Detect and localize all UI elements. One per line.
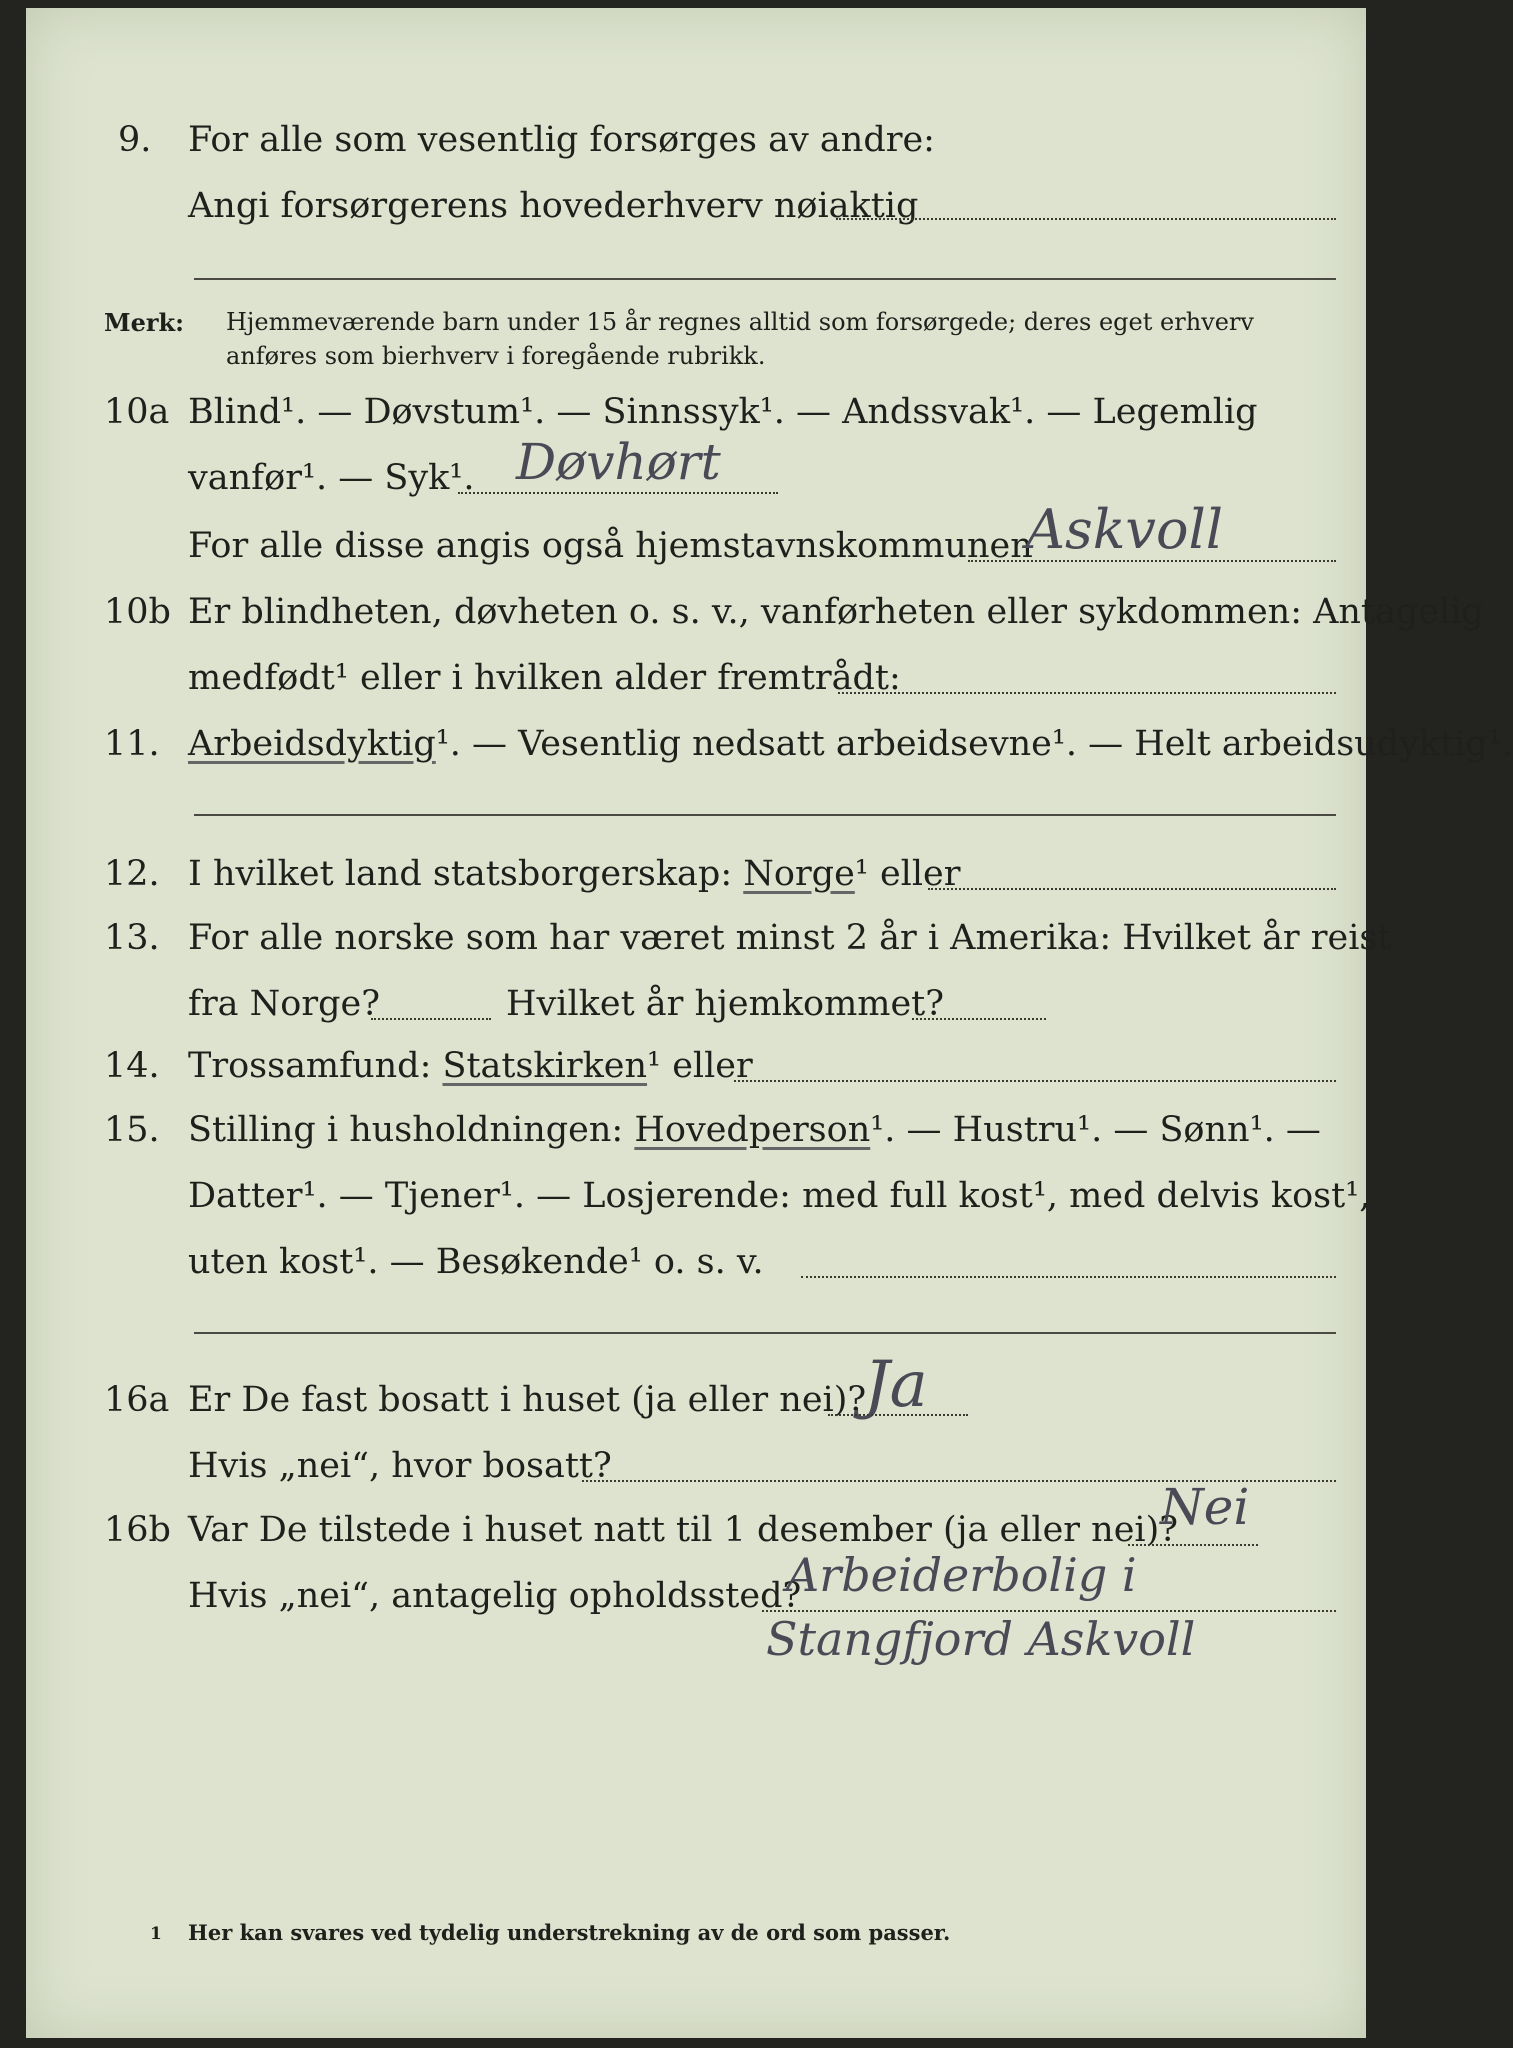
q14-number: 14. bbox=[104, 1046, 160, 1086]
q9-answer-line[interactable] bbox=[836, 218, 1336, 220]
q14-line: Trossamfund: Statskirken¹ eller bbox=[188, 1046, 753, 1086]
q10a-handwritten-answer: Døvhørt bbox=[516, 433, 721, 491]
q16b-handwritten-answer: Nei bbox=[1160, 1478, 1250, 1536]
q15-number: 15. bbox=[104, 1110, 160, 1150]
q13-year-left-line[interactable] bbox=[371, 1018, 491, 1020]
q12-number: 12. bbox=[104, 854, 160, 894]
q13-line1: For alle norske som har været minst 2 år i Amerika: Hvilket år reist bbox=[188, 918, 1392, 958]
q10b-line2: medfødt¹ eller i hvilken alder fremtrådt: bbox=[188, 658, 901, 698]
q16a-line1: Er De fast bosatt i huset (ja eller nei)? bbox=[188, 1380, 867, 1420]
separator-rule bbox=[194, 814, 1336, 816]
q16b-line2: Hvis „nei“, antagelig opholdssted? bbox=[188, 1576, 802, 1616]
q10a-line2: vanfør¹. — Syk¹. bbox=[188, 458, 475, 498]
q15-line2: Datter¹. — Tjener¹. — Losjerende: med full kost¹, med delvis kost¹, bbox=[188, 1176, 1371, 1216]
q10a-line3: For alle disse angis også hjemstavnskommunen bbox=[188, 526, 1033, 566]
q13-number: 13. bbox=[104, 918, 160, 958]
q10a-number: 10a bbox=[104, 392, 170, 432]
q11-line1: Arbeidsdyktig¹. — Vesentlig nedsatt arbeidsevne¹. — Helt arbeidsudyktig¹. bbox=[188, 724, 1513, 764]
q10b-number: 10b bbox=[104, 592, 171, 632]
q15-underlined-answer: Hovedperson bbox=[634, 1110, 871, 1150]
q16b-line1: Var De tilstede i huset natt til 1 desember (ja eller nei)? bbox=[188, 1510, 1179, 1550]
q10a-line1: Blind¹. — Døvstum¹. — Sinnssyk¹. — Andssvak¹. — Legemlig bbox=[188, 392, 1258, 432]
q16b-handwritten-place: Arbeiderbolig i bbox=[786, 1548, 1137, 1602]
footnote-text: Her kan svares ved tydelig understrekning av de ord som passer. bbox=[188, 1920, 951, 1945]
q13-year-returned-line[interactable] bbox=[912, 1018, 1046, 1020]
q10a-answer-line[interactable] bbox=[458, 492, 778, 494]
q9-line1: For alle som vesentlig forsørges av andre: bbox=[188, 120, 935, 160]
q10a-municipality-line[interactable] bbox=[968, 560, 1336, 562]
q16a-number: 16a bbox=[104, 1380, 170, 1420]
q16a-answer-line[interactable] bbox=[828, 1414, 968, 1416]
census-form-page bbox=[26, 8, 1513, 2038]
merk-label: Merk: bbox=[104, 308, 184, 337]
q13-line2a: fra Norge? bbox=[188, 984, 380, 1024]
merk-line2: anføres som bierhverv i foregående rubrikk. bbox=[226, 342, 766, 370]
q16a-handwritten-answer: Ja bbox=[864, 1348, 928, 1422]
footnote-mark: 1 bbox=[150, 1924, 162, 1944]
merk-line1: Hjemmeværende barn under 15 år regnes alltid som forsørgede; deres eget erhverv bbox=[226, 308, 1254, 336]
q10b-answer-line[interactable] bbox=[838, 692, 1336, 694]
q10b-line1: Er blindheten, døvheten o. s. v., vanførheten eller sykdommen: Antagelig bbox=[188, 592, 1484, 632]
q15-line3: uten kost¹. — Besøkende¹ o. s. v. bbox=[188, 1242, 764, 1282]
separator-rule bbox=[194, 278, 1336, 280]
q15-line1: Stilling i husholdningen: Hovedperson¹. — Hustru¹. — Sønn¹. — bbox=[188, 1110, 1321, 1150]
q12-underlined-answer: Norge bbox=[743, 854, 855, 894]
q11-underlined-answer: Arbeidsdyktig bbox=[188, 724, 436, 764]
q9-number: 9. bbox=[118, 120, 152, 160]
q15-answer-line[interactable] bbox=[801, 1276, 1336, 1278]
q12-answer-line[interactable] bbox=[928, 888, 1336, 890]
q9-line2: Angi forsørgerens hovederhverv nøiaktig bbox=[188, 186, 919, 226]
q16a-line2: Hvis „nei“, hvor bosatt? bbox=[188, 1446, 612, 1486]
q14-answer-line[interactable] bbox=[734, 1080, 1336, 1082]
q16b-number: 16b bbox=[104, 1510, 171, 1550]
q12-line: I hvilket land statsborgerskap: Norge¹ eller bbox=[188, 854, 961, 894]
q14-underlined-answer: Statskirken bbox=[442, 1046, 648, 1086]
q10a-handwritten-municipality: Askvoll bbox=[1026, 498, 1223, 561]
q11-number: 11. bbox=[104, 724, 160, 764]
q16b-handwritten-place-cont: Stangfjord Askvoll bbox=[766, 1612, 1196, 1666]
q13-line2b: Hvilket år hjemkommet? bbox=[506, 984, 945, 1024]
q16b-answer-line[interactable] bbox=[1128, 1544, 1258, 1546]
separator-rule bbox=[194, 1332, 1336, 1334]
